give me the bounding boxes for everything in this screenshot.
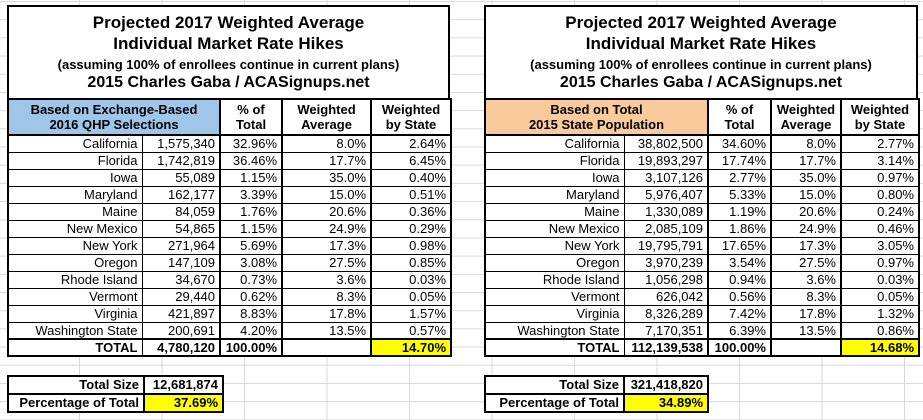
cell-weighted-by-state[interactable]: 0.98% — [371, 237, 451, 254]
header-row — [8, 99, 451, 135]
cell-weighted-average[interactable]: 17.7% — [771, 152, 841, 169]
cell-weighted-by-state[interactable]: 0.57% — [371, 322, 451, 339]
basis-header-line-2: 2015 State Population — [528, 117, 665, 132]
total-value-cell[interactable]: 112,139,538 — [624, 339, 708, 356]
rate-hike-grid — [7, 98, 452, 357]
weighted-by-state-header-cell[interactable]: Weighted by State — [371, 99, 451, 135]
cell-value[interactable]: 626,042 — [624, 288, 708, 305]
pct-of-total-header-cell[interactable]: % of Total — [708, 99, 771, 135]
cell-weighted-average[interactable]: 8.3% — [771, 288, 841, 305]
table-row — [485, 203, 919, 220]
cell-state[interactable]: Vermont — [8, 288, 142, 305]
cell-state[interactable]: Oregon — [485, 254, 624, 271]
cell-state[interactable]: California — [8, 135, 142, 152]
cell-pct-of-total[interactable]: 8.83% — [220, 305, 282, 322]
table-title-block[interactable] — [484, 5, 918, 100]
cell-state[interactable]: California — [485, 135, 624, 152]
cell-value[interactable]: 1,330,089 — [624, 203, 708, 220]
table-title-block[interactable] — [7, 5, 450, 100]
title-line-1: Projected 2017 Weighted Average — [565, 13, 837, 32]
total-size-value-cell[interactable]: 12,681,874 — [144, 376, 223, 394]
table-row — [8, 186, 451, 203]
total-weighted-avg-cell[interactable] — [771, 339, 841, 356]
cell-state[interactable]: New York — [8, 237, 142, 254]
total-size-row — [485, 376, 708, 394]
cell-state[interactable]: Florida — [485, 152, 624, 169]
table-row — [8, 135, 451, 152]
title-byline: 2015 Charles Gaba / ACASignups.net — [559, 74, 843, 91]
cell-state[interactable]: Iowa — [485, 169, 624, 186]
cell-pct-of-total[interactable]: 0.62% — [220, 288, 282, 305]
cell-state[interactable]: Washington State — [8, 322, 142, 339]
cell-state[interactable]: Iowa — [8, 169, 142, 186]
cell-weighted-average[interactable]: 13.5% — [282, 322, 371, 339]
cell-value[interactable]: 55,089 — [142, 169, 220, 186]
table-row — [8, 288, 451, 305]
pct-of-total-header-cell[interactable]: % of Total — [220, 99, 282, 135]
cell-weighted-average[interactable]: 15.0% — [771, 186, 841, 203]
cell-weighted-by-state[interactable]: 0.40% — [371, 169, 451, 186]
cell-weighted-by-state[interactable]: 0.51% — [371, 186, 451, 203]
cell-weighted-average[interactable]: 27.5% — [771, 254, 841, 271]
cell-weighted-average[interactable]: 13.5% — [771, 322, 841, 339]
percentage-value-cell[interactable]: 37.69% — [144, 394, 223, 412]
basis-header-line-2: 2016 QHP Selections — [49, 117, 179, 132]
weighted-average-header-cell[interactable]: Weighted Average — [771, 99, 841, 135]
cell-value[interactable]: 3,970,239 — [624, 254, 708, 271]
total-size-value-cell[interactable]: 321,418,820 — [624, 376, 708, 394]
table-row — [8, 271, 451, 288]
cell-weighted-by-state[interactable]: 3.14% — [841, 152, 919, 169]
cell-weighted-by-state[interactable]: 0.46% — [841, 220, 919, 237]
cell-weighted-average[interactable]: 17.8% — [771, 305, 841, 322]
table-row — [8, 152, 451, 169]
cell-weighted-average[interactable]: 8.0% — [771, 135, 841, 152]
cell-weighted-by-state[interactable]: 0.80% — [841, 186, 919, 203]
percentage-value-cell[interactable]: 34.89% — [624, 394, 708, 412]
cell-state[interactable]: Maryland — [485, 186, 624, 203]
cell-weighted-by-state[interactable]: 2.77% — [841, 135, 919, 152]
table-row — [485, 220, 919, 237]
cell-weighted-by-state[interactable]: 0.29% — [371, 220, 451, 237]
weighted-average-header-cell[interactable]: Weighted Average — [282, 99, 371, 135]
cell-state[interactable]: Rhode Island — [8, 271, 142, 288]
weighted-by-state-header-cell[interactable]: Weighted by State — [841, 99, 919, 135]
cell-state[interactable]: Maryland — [8, 186, 142, 203]
cell-value[interactable]: 8,326,289 — [624, 305, 708, 322]
cell-state[interactable]: New York — [485, 237, 624, 254]
table-row — [485, 322, 919, 339]
total-value-cell[interactable]: 4,780,120 — [142, 339, 220, 356]
table-row — [8, 237, 451, 254]
cell-pct-of-total[interactable]: 34.60% — [708, 135, 771, 152]
percentage-of-total-row — [8, 394, 223, 412]
cell-value[interactable]: 421,897 — [142, 305, 220, 322]
table-row — [8, 254, 451, 271]
cell-pct-of-total[interactable]: 3.39% — [220, 186, 282, 203]
cell-value[interactable]: 1,056,298 — [624, 271, 708, 288]
cell-weighted-average[interactable]: 20.6% — [282, 203, 371, 220]
total-weighted-by-state-cell[interactable]: 14.70% — [371, 339, 451, 356]
cell-value[interactable]: 34,670 — [142, 271, 220, 288]
table-row — [485, 237, 919, 254]
table-row — [485, 152, 919, 169]
cell-weighted-by-state[interactable]: 0.86% — [841, 322, 919, 339]
cell-state[interactable]: Rhode Island — [485, 271, 624, 288]
cell-pct-of-total[interactable]: 1.86% — [708, 220, 771, 237]
total-size-label-cell[interactable]: Total Size — [485, 376, 624, 394]
cell-value[interactable]: 5,976,407 — [624, 186, 708, 203]
table-row — [485, 305, 919, 322]
cell-weighted-average[interactable]: 17.8% — [282, 305, 371, 322]
cell-state[interactable]: Washington State — [485, 322, 624, 339]
cell-weighted-average[interactable]: 15.0% — [282, 186, 371, 203]
table-row — [485, 186, 919, 203]
cell-value[interactable]: 84,059 — [142, 203, 220, 220]
cell-weighted-average[interactable]: 35.0% — [771, 169, 841, 186]
cell-state[interactable]: New Mexico — [485, 220, 624, 237]
title-line-2: Individual Market Rate Hikes — [113, 34, 344, 53]
title-subtitle: (assuming 100% of enrollees continue in current plans) — [530, 57, 872, 72]
cell-weighted-by-state[interactable]: 6.45% — [371, 152, 451, 169]
summary-block — [484, 375, 709, 413]
cell-weighted-average[interactable]: 17.7% — [282, 152, 371, 169]
cell-weighted-by-state[interactable]: 3.05% — [841, 237, 919, 254]
cell-pct-of-total[interactable]: 0.94% — [708, 271, 771, 288]
cell-state[interactable]: Virginia — [8, 305, 142, 322]
cell-value[interactable]: 29,440 — [142, 288, 220, 305]
cell-pct-of-total[interactable]: 1.19% — [708, 203, 771, 220]
cell-weighted-average[interactable]: 24.9% — [282, 220, 371, 237]
cell-weighted-by-state[interactable]: 0.03% — [841, 271, 919, 288]
title-subtitle: (assuming 100% of enrollees continue in current plans) — [57, 57, 400, 72]
table-row — [8, 305, 451, 322]
percentage-label-cell[interactable]: Percentage of Total — [485, 394, 624, 412]
cell-value[interactable]: 162,177 — [142, 186, 220, 203]
header-row — [485, 99, 919, 135]
cell-pct-of-total[interactable]: 0.73% — [220, 271, 282, 288]
cell-weighted-by-state[interactable]: 1.32% — [841, 305, 919, 322]
total-weighted-by-state-cell[interactable]: 14.68% — [841, 339, 919, 356]
rate-hike-grid — [484, 98, 920, 357]
basis-header-line-1: Based on Total — [550, 102, 643, 117]
title-line-2: Individual Market Rate Hikes — [585, 34, 817, 53]
cell-state[interactable]: Vermont — [485, 288, 624, 305]
basis-header-line-1: Based on Exchange-Based — [30, 102, 198, 117]
cell-state[interactable]: Maine — [8, 203, 142, 220]
cell-weighted-average[interactable]: 3.6% — [771, 271, 841, 288]
cell-weighted-by-state[interactable]: 0.24% — [841, 203, 919, 220]
cell-pct-of-total[interactable]: 36.46% — [220, 152, 282, 169]
total-row — [485, 339, 919, 356]
cell-value[interactable]: 200,691 — [142, 322, 220, 339]
cell-state[interactable]: Florida — [8, 152, 142, 169]
cell-weighted-average[interactable]: 8.3% — [282, 288, 371, 305]
cell-weighted-average[interactable]: 3.6% — [282, 271, 371, 288]
table-row — [485, 271, 919, 288]
cell-pct-of-total[interactable]: 2.77% — [708, 169, 771, 186]
table-row — [8, 322, 451, 339]
cell-state[interactable]: New Mexico — [8, 220, 142, 237]
table-row — [485, 135, 919, 152]
percentage-of-total-row — [485, 394, 708, 412]
cell-pct-of-total[interactable]: 3.08% — [220, 254, 282, 271]
cell-weighted-average[interactable]: 20.6% — [771, 203, 841, 220]
table-row — [485, 254, 919, 271]
total-row — [8, 339, 451, 356]
basis-header-cell[interactable] — [8, 99, 220, 135]
cell-weighted-average[interactable]: 27.5% — [282, 254, 371, 271]
cell-value[interactable]: 19,795,791 — [624, 237, 708, 254]
summary-block — [7, 375, 224, 413]
cell-weighted-by-state[interactable]: 0.97% — [841, 254, 919, 271]
cell-value[interactable]: 147,109 — [142, 254, 220, 271]
cell-pct-of-total[interactable]: 17.65% — [708, 237, 771, 254]
table-exchange-based — [7, 5, 450, 413]
cell-weighted-average[interactable]: 8.0% — [282, 135, 371, 152]
cell-pct-of-total[interactable]: 1.76% — [220, 203, 282, 220]
cell-weighted-by-state[interactable]: 0.05% — [841, 288, 919, 305]
cell-state[interactable]: Maine — [485, 203, 624, 220]
cell-value[interactable]: 19,893,297 — [624, 152, 708, 169]
cell-pct-of-total[interactable]: 3.54% — [708, 254, 771, 271]
cell-pct-of-total[interactable]: 7.42% — [708, 305, 771, 322]
total-label-cell[interactable]: TOTAL — [8, 339, 142, 356]
cell-weighted-by-state[interactable]: 0.85% — [371, 254, 451, 271]
cell-value[interactable]: 1,575,340 — [142, 135, 220, 152]
cell-weighted-average[interactable]: 35.0% — [282, 169, 371, 186]
cell-value[interactable]: 271,964 — [142, 237, 220, 254]
cell-value[interactable]: 2,085,109 — [624, 220, 708, 237]
cell-value[interactable]: 7,170,351 — [624, 322, 708, 339]
cell-weighted-by-state[interactable]: 0.03% — [371, 271, 451, 288]
cell-weighted-by-state[interactable]: 0.36% — [371, 203, 451, 220]
total-weighted-avg-cell[interactable] — [282, 339, 371, 356]
total-pct-cell[interactable]: 100.00% — [220, 339, 282, 356]
cell-pct-of-total[interactable]: 32.96% — [220, 135, 282, 152]
title-byline: 2015 Charles Gaba / ACASignups.net — [87, 74, 370, 91]
percentage-label-cell[interactable]: Percentage of Total — [8, 394, 144, 412]
cell-weighted-by-state[interactable]: 1.57% — [371, 305, 451, 322]
cell-value[interactable]: 1,742,819 — [142, 152, 220, 169]
table-row — [8, 169, 451, 186]
cell-pct-of-total[interactable]: 17.74% — [708, 152, 771, 169]
cell-weighted-average[interactable]: 17.3% — [282, 237, 371, 254]
total-label-cell[interactable]: TOTAL — [485, 339, 624, 356]
table-row — [485, 288, 919, 305]
total-size-row — [8, 376, 223, 394]
cell-state[interactable]: Oregon — [8, 254, 142, 271]
cell-value[interactable]: 54,865 — [142, 220, 220, 237]
cell-pct-of-total[interactable]: 1.15% — [220, 220, 282, 237]
table-row — [485, 169, 919, 186]
cell-pct-of-total[interactable]: 4.20% — [220, 322, 282, 339]
total-size-label-cell[interactable]: Total Size — [8, 376, 144, 394]
cell-weighted-average[interactable]: 17.3% — [771, 237, 841, 254]
cell-pct-of-total[interactable]: 5.33% — [708, 186, 771, 203]
cell-state[interactable]: Virginia — [485, 305, 624, 322]
cell-weighted-average[interactable]: 24.9% — [771, 220, 841, 237]
cell-weighted-by-state[interactable]: 0.05% — [371, 288, 451, 305]
table-row — [8, 220, 451, 237]
cell-pct-of-total[interactable]: 1.15% — [220, 169, 282, 186]
cell-weighted-by-state[interactable]: 0.97% — [841, 169, 919, 186]
cell-value[interactable]: 3,107,126 — [624, 169, 708, 186]
table-row — [8, 203, 451, 220]
cell-pct-of-total[interactable]: 6.39% — [708, 322, 771, 339]
cell-weighted-by-state[interactable]: 2.64% — [371, 135, 451, 152]
title-line-1: Projected 2017 Weighted Average — [92, 13, 365, 32]
cell-pct-of-total[interactable]: 5.69% — [220, 237, 282, 254]
basis-header-cell[interactable] — [485, 99, 708, 135]
total-pct-cell[interactable]: 100.00% — [708, 339, 771, 356]
table-state-population — [484, 5, 918, 413]
cell-pct-of-total[interactable]: 0.56% — [708, 288, 771, 305]
cell-value[interactable]: 38,802,500 — [624, 135, 708, 152]
